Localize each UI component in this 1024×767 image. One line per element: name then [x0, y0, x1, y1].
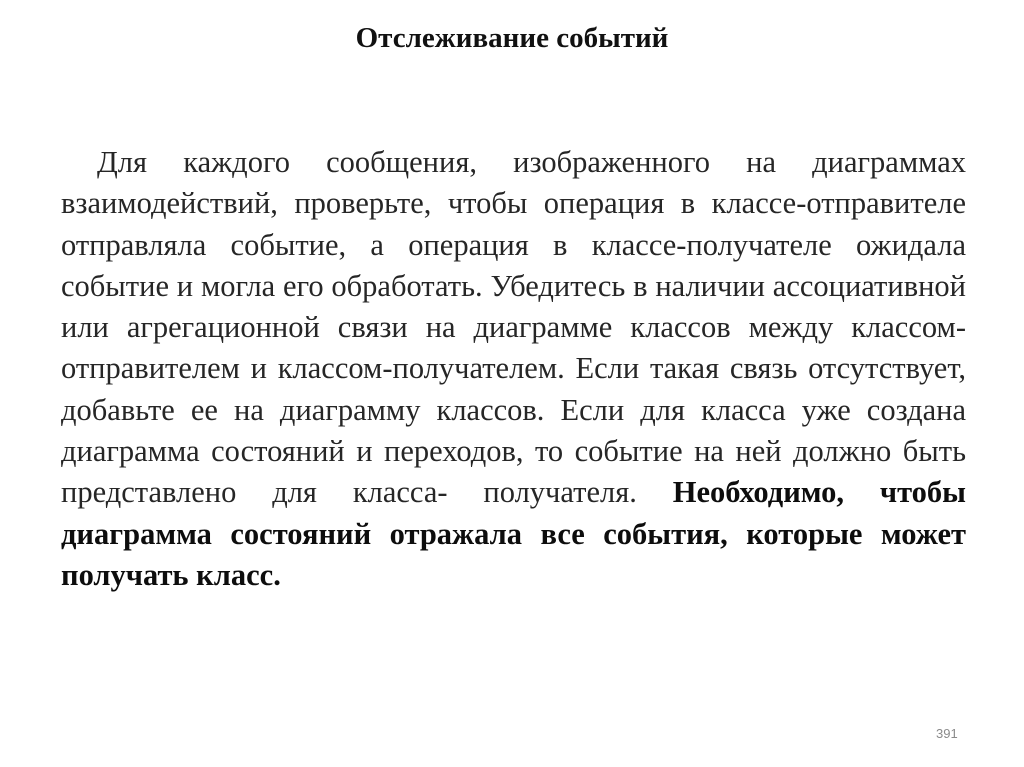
page-number: 391	[936, 726, 958, 741]
body-paragraph	[61, 142, 966, 596]
body-text-normal: Для каждого сообщения, изображенного на диаграммах взаимодействий, проверьте, чтобы операция в классе-отправителе отправляла событие, а операция в классе-получателе ожидала событие и могла его обработать. Убедитесь в наличии ассоциативной или агрегационной связи на диаграмме классов между классом-отправителем и классом-получателем. Если такая связь отсутствует, добавьте ее на диаграмму классов. Если для класса уже создана диаграмма состояний и переходов, то событие на ней должно быть представлено для класса- получателя.	[61, 145, 966, 510]
slide-title: Отслеживание событий	[355, 22, 669, 54]
body-text-emphasis: Необходимо, чтобы диаграмма состояний отражала все события, которые может получать класс.	[61, 475, 966, 592]
